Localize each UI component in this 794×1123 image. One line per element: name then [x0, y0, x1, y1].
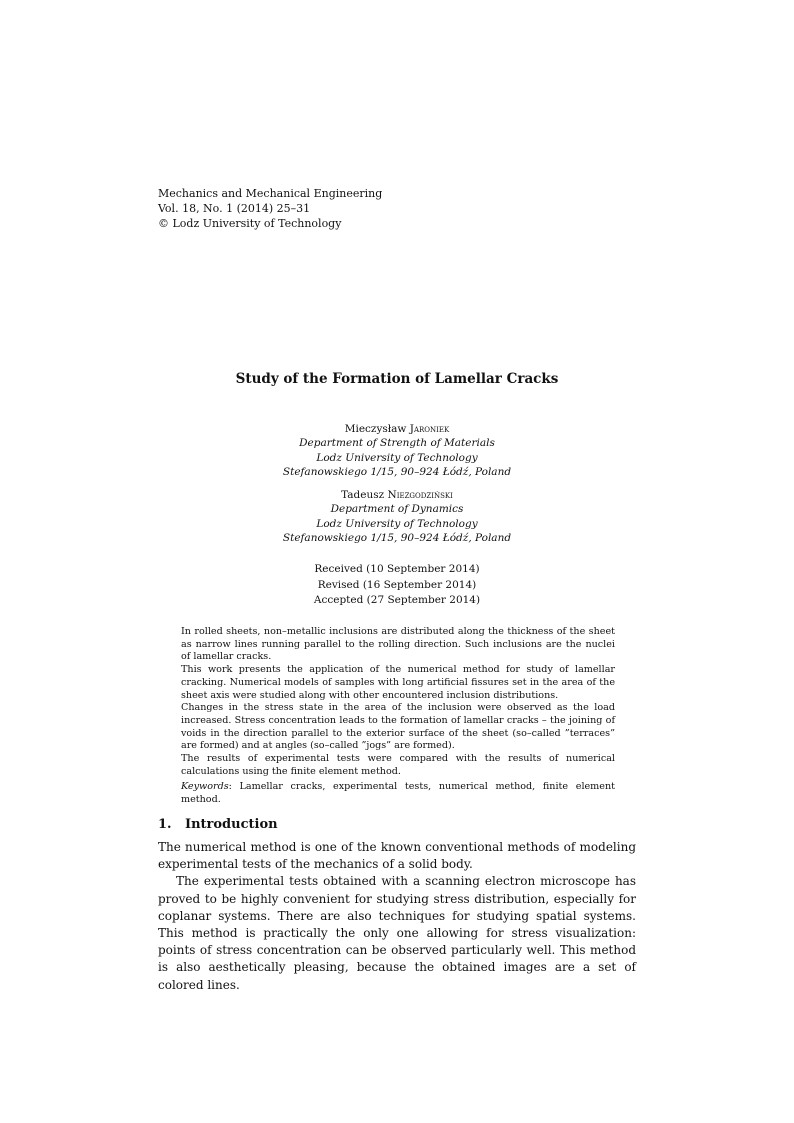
date-received: Received (10 September 2014): [314, 563, 480, 575]
author-last-name: Jaroniek: [409, 423, 450, 435]
abstract-paragraph: Changes in the stress state in the area of the inclusion were observed as the load increased. Stress concentration leads to the formation of lamellar cracks – the joining of voids in the direction parallel to the exterior surface of the sheet (so–called ”terraces” are formed) and at angles (so–called ”jogs” are formed).: [181, 702, 615, 752]
section-title: Introduction: [185, 817, 278, 832]
author-address: Stefanowskiego 1/15, 90–924 Łódź, Poland: [282, 465, 512, 478]
paper-title: Study of the Formation of Lamellar Cracks: [235, 371, 559, 387]
author-block-2: [0, 488, 794, 545]
section-heading: [158, 817, 278, 832]
author-address: Stefanowskiego 1/15, 90–924 Łódź, Poland: [282, 531, 512, 544]
abstract-paragraph: The results of experimental tests were compared with the results of numerical calculations using the finite element method.: [181, 753, 615, 777]
author-last-name: Niezgodziński: [387, 489, 453, 501]
keywords-label: Keywords: [181, 781, 229, 793]
journal-name: Mechanics and Mechanical Engineering: [158, 187, 383, 200]
journal-publisher-line: [158, 216, 382, 231]
abstract-paragraph: This work presents the application of the numerical method for study of lamellar cracking. Numerical models of samples with long artificial fissures set in the area of the sheet axis were studied along with other encountered inclusion distributions.: [181, 664, 615, 701]
date-accepted: Accepted (27 September 2014): [313, 594, 481, 606]
keywords-text: : Lamellar cracks, experimental tests, numerical method, finite element method.: [181, 781, 615, 806]
journal-header: [158, 186, 382, 231]
section-number: 1.: [158, 817, 172, 832]
body-paragraph: The experimental tests obtained with a scanning electron microscope has proved to be highly convenient for studying stress distribution, especially for coplanar systems. There are also techniques for studying spatial systems. This method is practically the only one allowing for stress visualization: points of stress concentration can be observed particularly well. This method is also aesthetically pleasing, because the obtained images are a set of colored lines.: [158, 874, 636, 992]
section-body: [158, 839, 636, 994]
author-department: Department of Strength of Materials: [299, 437, 495, 450]
date-revised: Revised (16 September 2014): [317, 578, 477, 591]
abstract: [181, 626, 615, 807]
author-block-1: [0, 422, 794, 479]
author-department: Department of Dynamics: [330, 503, 464, 516]
author-first-name: Mieczysław: [344, 423, 407, 435]
keywords: [181, 781, 615, 806]
author-name: [0, 488, 794, 502]
author-university: Lodz University of Technology: [316, 451, 478, 464]
abstract-paragraph: In rolled sheets, non–metallic inclusions are distributed along the thickness of the sheet as narrow lines running parallel to the rolling direction. Such inclusions are the nuclei of lamellar cracks.: [181, 626, 615, 663]
submission-dates: [0, 562, 794, 609]
journal-publisher: Lodz University of Technology: [172, 217, 342, 230]
copyright-icon: ©: [158, 217, 169, 230]
body-paragraph: The numerical method is one of the known conventional methods of modeling experimental tests of the mechanics of a solid body.: [158, 840, 636, 872]
author-first-name: Tadeusz: [341, 489, 385, 501]
author-name: [0, 422, 794, 436]
author-university: Lodz University of Technology: [316, 517, 478, 530]
journal-volume: Vol. 18, No. 1 (2014) 25–31: [158, 202, 311, 215]
